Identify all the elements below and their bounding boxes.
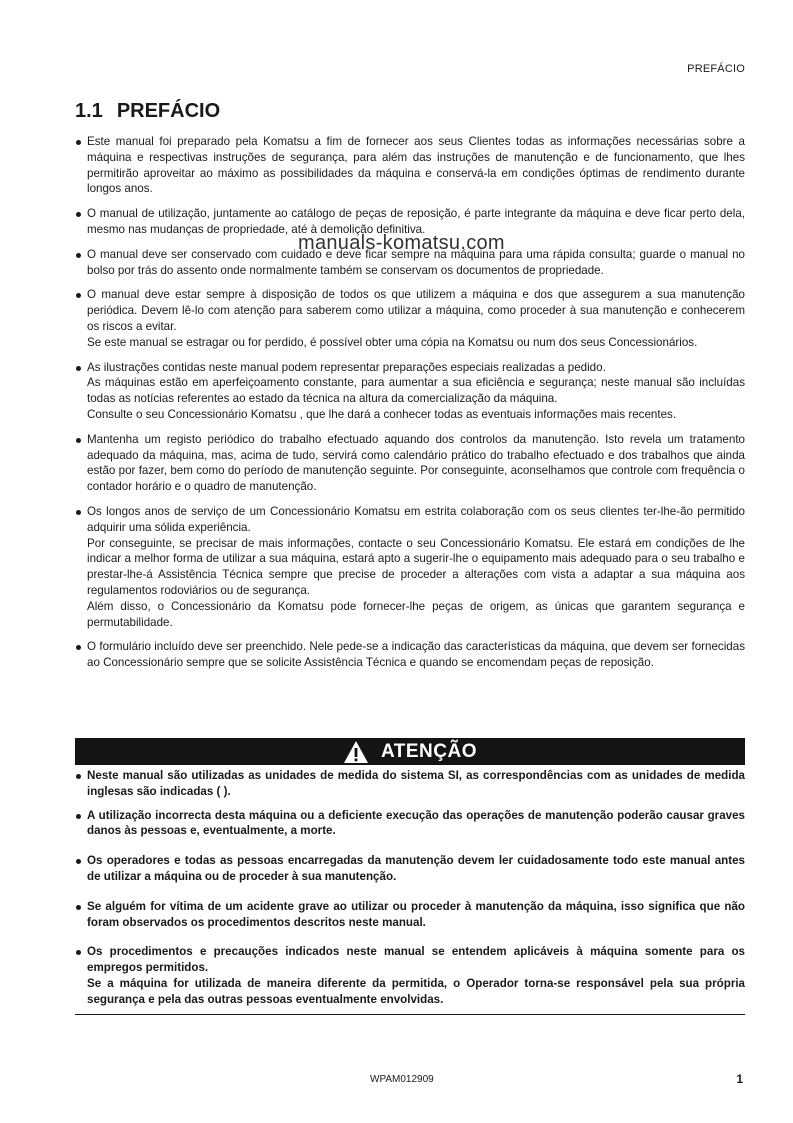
warning-item: Os operadores e todas as pessoas encarregadas da manutenção devem ler cuidadosamente todo este manual antes de utilizar a máquina ou de proceder à sua manutenção. <box>75 853 745 885</box>
list-item: O formulário incluído deve ser preenchido. Nele pede-se a indicação das características da máquina, que devem ser fornecidas ao Concessionário sempre que se solicite Assistência Técnica e quando se encomendam peças de reposição. <box>75 639 745 671</box>
section-header-label: PREFÁCIO <box>687 63 745 75</box>
warning-item: Os procedimentos e precauções indicados neste manual se entendem aplicáveis à máquina somente para os empregos permitidos. Se a máquina for utilizada de maneira diferente da permitida, o Operador torna-se responsável pela sua própria segurança e pela das outras pessoas eventualmente envolvidas. <box>75 944 745 1007</box>
warning-list <box>75 768 745 1022</box>
warning-item: A utilização incorrecta desta máquina ou a deficiente execução das operações de manutenção poderão causar graves danos às pessoas e, eventualmente, a morte. <box>75 808 745 840</box>
warning-item: Neste manual são utilizadas as unidades de medida do sistema SI, as correspondências com as unidades de medida inglesas são indicadas ( ). <box>75 768 745 800</box>
document-code: WPAM012909 <box>370 1074 434 1085</box>
list-item: As ilustrações contidas neste manual podem representar preparações especiais realizadas a pedido. As máquinas estão em aperfeiçoamento constante, para aumentar a sua eficiência e segurança; neste manual são incluídas todas as notícias referentes ao estado da técnica na altura da comercialização da máquina. Consulte o seu Concessionário Komatsu , que lhe dará a conhecer todas as eventuais informações mais recentes. <box>75 360 745 423</box>
warning-title: ATENÇÃO <box>380 740 478 762</box>
warning-triangle-icon <box>343 740 369 764</box>
list-item: Este manual foi preparado pela Komatsu a fim de fornecer aos seus Clientes todas as informações necessárias sobre a máquina e respectivas instruções de segurança, para além das instruções de manutenção e de funcionamento, que lhes permitirão aproveitar ao máximo as possibilidades da máquina e conservá-la em condições óptimas de rendimento durante longos anos. <box>75 134 745 197</box>
list-item: Os longos anos de serviço de um Concessionário Komatsu em estrita colaboração com os seus clientes ter-lhe-ão permitido adquirir uma sólida experiência. Por conseguinte, se precisar de mais informações, contacte o seu Concessionário Komatsu. Ele estará em condições de lhe indicar a melhor forma de utilizar a sua máquina, estará apto a sugerir-lhe o equipamento mais adequado para o seu trabalho e prestar-lhe-á Assistência Técnica sempre que precise de proceder a alterações com vista a adaptar a sua máquina aos regulamentos rodoviários ou de segurança. Além disso, o Concessionário da Komatsu pode fornecer-lhe peças de origem, as únicas que garantem segurança e permutabilidade. <box>75 504 745 630</box>
warning-banner <box>75 738 745 765</box>
watermark-text: manuals-komatsu.com <box>298 232 505 254</box>
page-number: 1 <box>736 1072 743 1086</box>
list-item: O manual deve ser conservado com cuidado e deve ficar sempre na máquina para uma rápida consulta; guarde o manual no bolso por trás do assento onde normalmente também se conservam os documentos de propriedade. <box>75 247 745 279</box>
section-number: 1.1 <box>75 100 103 122</box>
list-item: O manual de utilização, juntamente ao catálogo de peças de reposição, é parte integrante da máquina e deve ficar perto dela, mesmo nas mudanças de propriedade, até à demolição definitiva. <box>75 206 745 238</box>
preface-list <box>75 134 745 680</box>
list-item: Mantenha um registo periódico do trabalho efectuado aquando dos controlos da manutenção. Isto revela um tratamento adequado da máquina, mas, acima de tudo, servirá como calendário prático do trabalho efectuado e dos trabalhos que ainda estão por fazer, bem como do período de manutenção seguinte. Por conseguinte, aconselhamos que controle com frequência o contador horário e o quadro de manutenção. <box>75 432 745 495</box>
bottom-rule <box>75 1014 745 1015</box>
list-item: O manual deve estar sempre à disposição de todos os que utilizem a máquina e dos que assegurem a sua manutenção periódica. Devem lê-lo com atenção para saberem como utilizar a máquina, como proceder à sua manutenção e conhecerem os riscos a evitar. Se este manual se estragar ou for perdido, é possível obter uma cópia na Komatsu ou num dos seus Concessionários. <box>75 287 745 350</box>
warning-item: Se alguém for vítima de um acidente grave ao utilizar ou proceder à manutenção da máquina, isso significa que não foram observados os procedimentos descritos neste manual. <box>75 899 745 931</box>
section-title-text: PREFÁCIO <box>116 100 221 122</box>
page-title <box>75 100 220 123</box>
